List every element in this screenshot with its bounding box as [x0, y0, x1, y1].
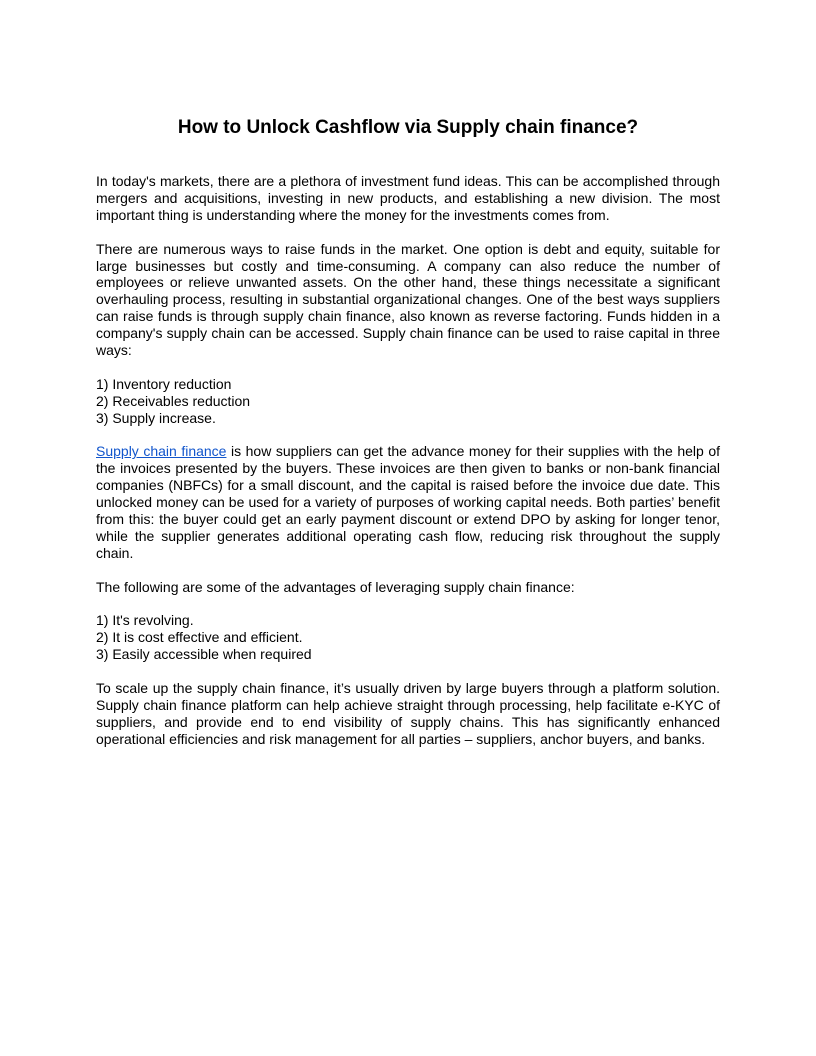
paragraph-raising-funds: There are numerous ways to raise funds in the market. One option is debt and equity, suitable for large businesses but costly and time-consuming. A company can also reduce the number of employees or relieve unwanted assets. On the other hand, these things necessitate a significant overhauling process, resulting in substantial organizational changes. One of the best ways suppliers can raise funds is through supply chain finance, also known as reverse factoring. Funds hidden in a company's supply chain can be accessed. Supply chain finance can be used to raise capital in three ways: [96, 240, 720, 359]
list-item: 2) It is cost effective and efficient. [96, 629, 303, 646]
page-title: How to Unlock Cashflow via Supply chain finance? [177, 117, 639, 138]
paragraph-conclusion: To scale up the supply chain finance, it’s usually driven by large buyers through a platform solution. Supply chain finance platform can help achieve straight through processing, help facilitate e-KYC of suppliers, and provide end to end visibility of supply chains. This has significantly enhanced operational efficiencies and risk management for all parties – suppliers, anchor buyers, and banks. [96, 680, 720, 747]
ways-list [96, 376, 720, 427]
list-item: 1) Inventory reduction [96, 375, 232, 392]
list-item: 1) It's revolving. [96, 612, 194, 629]
paragraph-definition-text: is how suppliers can get the advance money for their supplies with the help of the invoices presented by the buyers. These invoices are then given to banks or non-bank financial companies (NBFCs) for a small discount, and the capital is raised before the invoice due date. This unlocked money can be used for a variety of purposes of working capital needs. Both parties’ benefit from this: the buyer could get an early payment discount or extend DPO by asking for longer tenor, while the supplier generates additional operating cash flow, reducing risk throughout the supply chain. [96, 443, 720, 561]
document-body [96, 173, 720, 765]
list-item: 3) Supply increase. [96, 409, 216, 426]
list-item: 2) Receivables reduction [96, 392, 251, 409]
paragraph-intro: In today's markets, there are a plethora of investment fund ideas. This can be accomplished through mergers and acquisitions, investing in new products, and establishing a new division. The most important thing is understanding where the money for the investments comes from. [96, 173, 720, 223]
supply-chain-finance-link[interactable]: Supply chain finance [96, 443, 227, 460]
paragraph-advantages-intro: The following are some of the advantages of leveraging supply chain finance: [96, 578, 575, 595]
advantages-list [96, 612, 720, 663]
paragraph-definition [96, 443, 720, 561]
list-item: 3) Easily accessible when required [96, 646, 312, 663]
